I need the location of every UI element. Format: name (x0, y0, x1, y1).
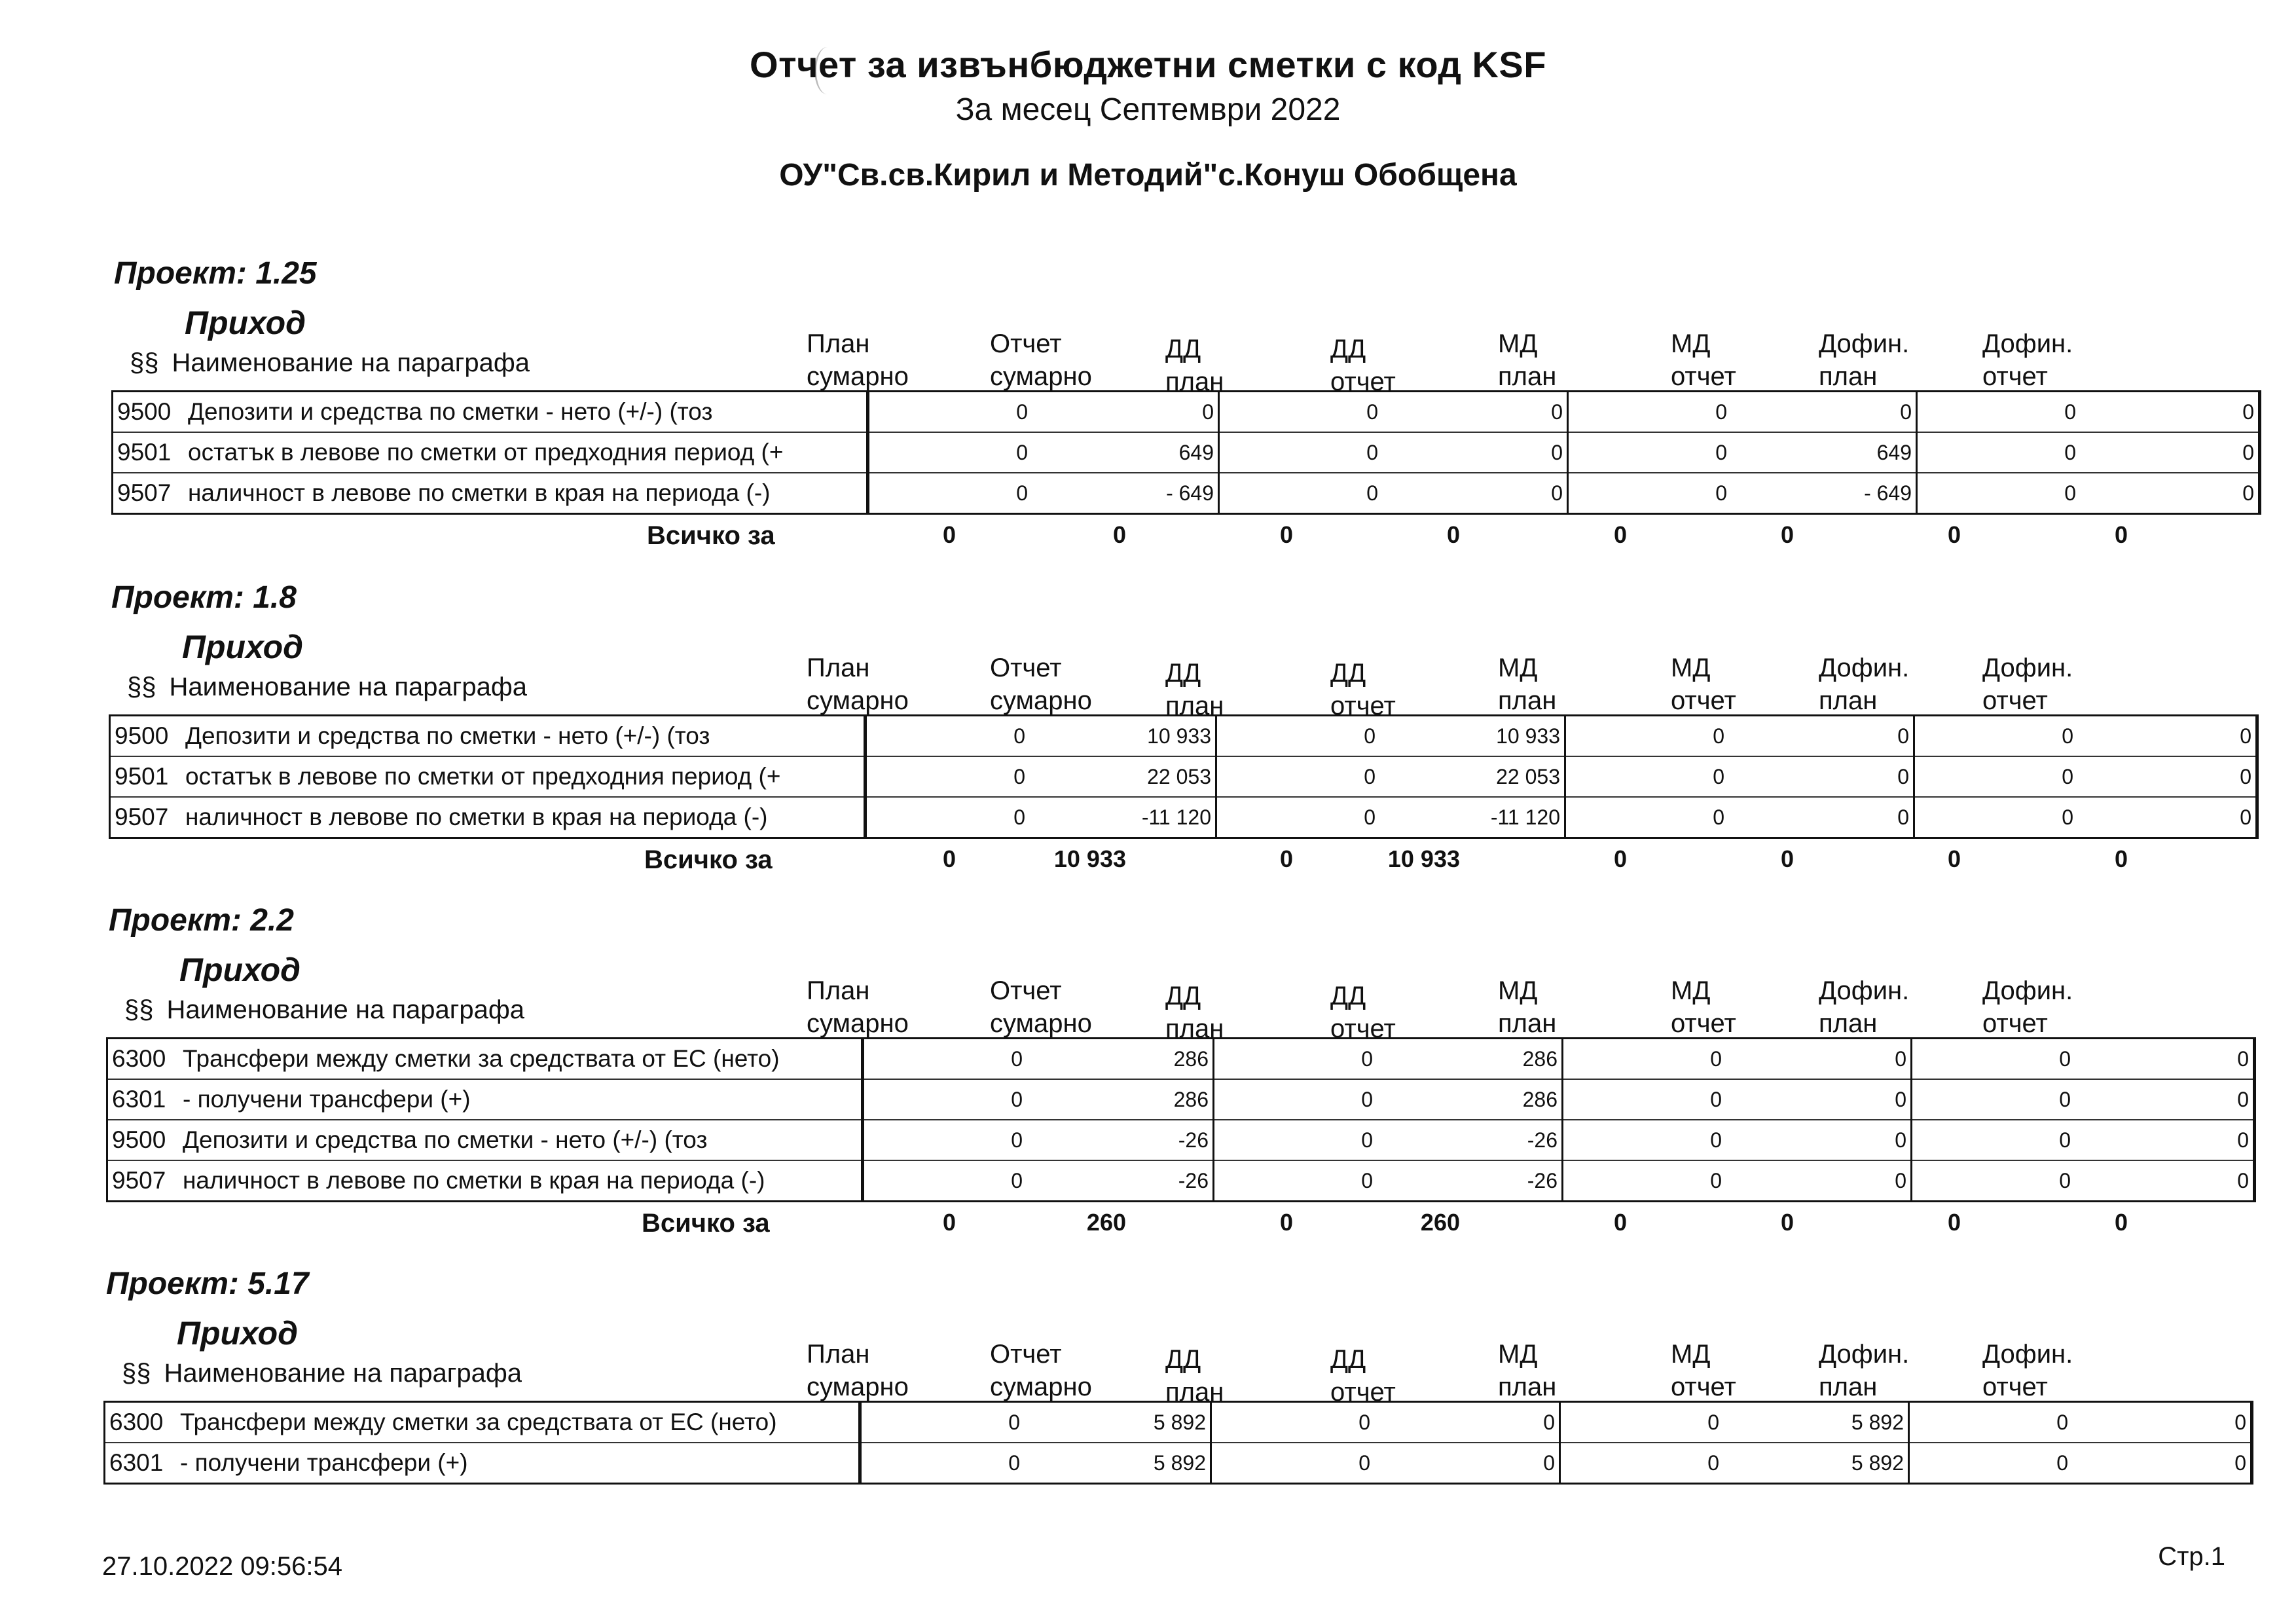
column-header-line2: план (1819, 1373, 1878, 1401)
total-value: 0 (1279, 1209, 1293, 1236)
paragraph-name-label: Наименование на параграфа (172, 348, 530, 377)
paragraph-code: 9500 (113, 392, 185, 433)
paragraph-code: 9500 (107, 1120, 179, 1160)
column-header-line1: Дофин. (1819, 976, 1910, 1005)
total-value: 0 (2114, 1209, 2128, 1236)
value-cell: 22 053 (1029, 756, 1216, 797)
value-cell: 10 933 (1029, 716, 1216, 757)
column-header-line2: сумарно (807, 362, 909, 391)
value-cell: 0 (1568, 432, 1732, 473)
column-header-line1: ДД (1330, 659, 1366, 688)
total-value: 0 (1780, 845, 1794, 872)
income-heading: Приход (182, 629, 304, 665)
table-row (107, 1120, 2255, 1160)
column-header-line2: сумарно (807, 1009, 909, 1038)
column-header-line1: Дофин. (1982, 654, 2073, 682)
total-value: 0 (942, 521, 956, 548)
column-header (1165, 1343, 1224, 1409)
value-cell: 0 (2064, 399, 2076, 424)
total-value: 0 (1279, 521, 1293, 548)
paragraph-code: 9507 (110, 797, 182, 838)
value-cell: 0 (1374, 1402, 1560, 1443)
column-header-line2: отчет (1671, 1009, 1736, 1038)
column-header-line2: план (1165, 1014, 1224, 1043)
value-cell: 0 (1563, 1079, 1726, 1120)
total-label: Всичко за (642, 1209, 770, 1238)
column-header (807, 327, 909, 393)
column-header (807, 974, 909, 1040)
column-header (1671, 1338, 1736, 1403)
paragraph-code: 9500 (110, 716, 182, 757)
column-header (807, 1338, 909, 1403)
value-cell: 0 (2075, 1079, 2255, 1120)
column-header-line1: МД (1498, 976, 1538, 1005)
column-header (990, 327, 1092, 393)
paragraph-name-label: Наименование на параграфа (169, 673, 527, 701)
paragraph-code: 6301 (105, 1443, 177, 1484)
column-header-line1: Дофин. (1819, 1340, 1910, 1369)
value-cell: 0 (1364, 724, 1376, 748)
paragraph-name: наличност в левове по сметки в края на периода (-) (179, 1160, 863, 1202)
report-title: Отчет за извънбюджетни сметки с код KSF (750, 44, 1546, 85)
project-title: Проект: 2.2 (109, 903, 294, 938)
value-cell: -26 (1377, 1120, 1563, 1160)
paragraph-code: 6301 (107, 1079, 179, 1120)
column-header (807, 652, 909, 717)
value-cell: 0 (868, 432, 1032, 473)
value-cell: 0 (1917, 432, 2081, 473)
column-header-line2: план (1498, 686, 1557, 715)
value-cell: 0 (2080, 473, 2260, 514)
value-cell: 0 (2059, 1046, 2071, 1071)
column-header-line1: ДД (1165, 1345, 1201, 1374)
column-header (1982, 652, 2073, 717)
paragraph-name: - получени трансфери (+) (179, 1079, 863, 1120)
column-header-line2: отчет (1330, 692, 1396, 720)
value-cell: 649 (1731, 432, 1917, 473)
value-cell: 286 (1027, 1079, 1214, 1120)
column-header-line1: План (807, 1340, 870, 1369)
column-header-line2: отчет (1330, 1378, 1396, 1407)
report-subtitle: За месец Септември 2022 (955, 92, 1341, 127)
total-value: 0 (942, 1209, 956, 1236)
table-row (107, 1160, 2255, 1202)
column-header-line2: отчет (1330, 1014, 1396, 1043)
value-cell: -26 (1027, 1160, 1214, 1202)
value-cell: 0 (2077, 797, 2257, 838)
project-title: Проект: 5.17 (106, 1266, 309, 1301)
column-header-line1: Отчет (990, 1340, 1062, 1369)
value-cell: 0 (866, 756, 1030, 797)
column-header-line1: Дофин. (1819, 329, 1910, 358)
income-heading: Приход (179, 951, 301, 988)
value-cell: 0 (863, 1160, 1027, 1202)
value-cell: 0 (1565, 756, 1729, 797)
column-header-line2: план (1819, 1009, 1878, 1038)
total-value: 0 (1279, 845, 1293, 872)
table-row (110, 716, 2257, 757)
value-cell: 0 (1726, 1039, 1912, 1080)
section-sign: §§ (127, 673, 156, 701)
value-cell: - 649 (1731, 473, 1917, 514)
column-header-line1: Отчет (990, 329, 1062, 358)
total-value: 0 (1613, 521, 1627, 548)
column-header (1982, 327, 2073, 393)
value-cell: 0 (1214, 1160, 1377, 1202)
value-cell: -11 120 (1029, 797, 1216, 838)
value-cell: 0 (1560, 1443, 1724, 1484)
column-header-line2: сумарно (990, 1009, 1092, 1038)
paragraph-column-header (130, 348, 530, 378)
paragraph-name: Депозити и средства по сметки - нето (+/-) (тоз (184, 392, 868, 433)
total-value: 0 (2114, 521, 2128, 548)
column-header-line2: план (1165, 367, 1224, 396)
paragraph-code: 9501 (113, 432, 185, 473)
paragraph-name: наличност в левове по сметки в края на периода (-) (181, 797, 866, 838)
total-row (98, 1209, 2226, 1242)
value-cell: 0 (1563, 1160, 1726, 1202)
value-cell: 0 (2080, 432, 2260, 473)
table-row (113, 432, 2260, 473)
column-header-line1: ДД (1165, 982, 1201, 1010)
column-header (1819, 974, 1909, 1040)
column-header-line2: отчет (1671, 1373, 1736, 1401)
total-value: 260 (1086, 1209, 1126, 1236)
value-cell: 0 (1713, 724, 1724, 748)
value-cell: 5 892 (1024, 1402, 1211, 1443)
paragraph-name: Трансфери между сметки за средствата от ЕС (нето) (176, 1402, 860, 1443)
value-cell: 0 (1912, 1079, 2075, 1120)
paragraph-column-header (127, 673, 527, 702)
total-value: 0 (1112, 521, 1126, 548)
value-cell: 0 (1710, 1046, 1722, 1071)
table-row (107, 1079, 2255, 1120)
paragraph-name: - получени трансфери (+) (176, 1443, 860, 1484)
column-header-line2: план (1165, 692, 1224, 720)
value-cell: 0 (1914, 797, 2078, 838)
project-title: Проект: 1.25 (114, 256, 317, 291)
total-value: 0 (942, 845, 956, 872)
value-cell: 0 (1382, 473, 1568, 514)
paragraph-table (103, 1401, 2253, 1485)
value-cell: 0 (1219, 473, 1383, 514)
value-cell: 0 (1914, 756, 2078, 797)
value-cell: 0 (1011, 1046, 1023, 1071)
column-header (1330, 333, 1396, 398)
column-header (1165, 333, 1224, 398)
column-header (1671, 652, 1736, 717)
value-cell: 0 (860, 1443, 1025, 1484)
total-value: 0 (2114, 845, 2128, 872)
column-header-line2: отчет (1330, 367, 1396, 396)
column-header (990, 652, 1092, 717)
section-sign: §§ (122, 1359, 151, 1388)
income-heading: Приход (177, 1315, 299, 1352)
value-cell: 0 (1358, 1410, 1370, 1434)
column-header-line1: Дофин. (1982, 976, 2073, 1005)
total-value: 10 933 (1387, 845, 1460, 872)
total-value: 0 (1947, 845, 1961, 872)
column-header-line2: план (1819, 362, 1878, 391)
value-cell: 5 892 (1723, 1402, 1909, 1443)
column-header-line1: Отчет (990, 976, 1062, 1005)
column-header (1498, 974, 1556, 1040)
value-cell: 0 (1726, 1160, 1912, 1202)
value-cell: 0 (1374, 1443, 1560, 1484)
value-cell: 0 (1715, 399, 1727, 424)
value-cell: 0 (1563, 1120, 1726, 1160)
value-cell: 0 (1216, 756, 1380, 797)
paragraph-name: наличност в левове по сметки в края на периода (-) (184, 473, 868, 514)
value-cell: 0 (863, 1079, 1027, 1120)
column-header (1498, 1338, 1556, 1403)
total-label: Всичко за (644, 845, 773, 874)
value-cell: 0 (1912, 1160, 2075, 1202)
column-header-line2: отчет (1982, 686, 2048, 715)
report-organization: ОУ"Св.св.Кирил и Методий"с.Конуш Обобщена (779, 158, 1517, 193)
column-header (990, 1338, 1092, 1403)
column-header-line1: ДД (1330, 982, 1366, 1010)
column-header-line2: план (1165, 1378, 1224, 1407)
page-number: Стр.1 (2158, 1542, 2225, 1571)
value-cell: 0 (1912, 1120, 2075, 1160)
table-row (113, 392, 2260, 433)
value-cell: 0 (1219, 432, 1383, 473)
column-header-line2: план (1498, 1009, 1557, 1038)
print-timestamp: 27.10.2022 09:56:54 (102, 1552, 343, 1581)
column-header-line1: ДД (1330, 1345, 1366, 1374)
value-cell: 0 (1917, 473, 2081, 514)
paragraph-code: 6300 (105, 1402, 177, 1443)
column-header-line2: отчет (1671, 686, 1736, 715)
column-header-line2: отчет (1982, 362, 2048, 391)
value-cell: 5 892 (1024, 1443, 1211, 1484)
value-cell: 22 053 (1379, 756, 1565, 797)
total-value: 0 (1780, 521, 1794, 548)
column-header-line1: Дофин. (1982, 1340, 2073, 1369)
column-header (1330, 980, 1396, 1045)
value-cell: 0 (1728, 797, 1914, 838)
value-cell: 0 (1214, 1079, 1377, 1120)
total-value: 0 (1613, 845, 1627, 872)
section-sign: §§ (124, 995, 154, 1024)
value-cell: 0 (1568, 473, 1732, 514)
value-cell: 286 (1377, 1039, 1563, 1080)
column-header-line1: МД (1671, 329, 1711, 358)
paragraph-name-label: Наименование на параграфа (166, 995, 524, 1024)
column-header (1819, 652, 1909, 717)
value-cell: - 649 (1032, 473, 1219, 514)
value-cell: 0 (1366, 399, 1378, 424)
value-cell: 0 (2072, 1402, 2252, 1443)
value-cell: -26 (1377, 1160, 1563, 1202)
value-cell: 0 (1707, 1410, 1719, 1434)
paragraph-code: 9507 (107, 1160, 179, 1202)
paragraph-name: остатък в левове по сметки от предходния период (+ (181, 756, 866, 797)
value-cell: 0 (1728, 756, 1914, 797)
total-value: 0 (1947, 521, 1961, 548)
total-label: Всичко за (647, 521, 775, 550)
value-cell: 0 (1032, 392, 1219, 433)
value-cell: 0 (1382, 432, 1568, 473)
column-header (1165, 657, 1224, 722)
column-header-line2: план (1498, 1373, 1557, 1401)
column-header-line2: план (1498, 362, 1557, 391)
value-cell: 0 (2075, 1120, 2255, 1160)
column-header (990, 974, 1092, 1040)
column-header-line2: сумарно (807, 686, 909, 715)
column-header (1498, 652, 1556, 717)
paragraph-name: Депозити и средства по сметки - нето (+/-) (тоз (181, 716, 866, 757)
total-value: 10 933 (1053, 845, 1126, 872)
value-cell: 0 (1726, 1079, 1912, 1120)
value-cell: 0 (2077, 756, 2257, 797)
column-header-line1: МД (1498, 329, 1538, 358)
paragraph-code: 9507 (113, 473, 185, 514)
paragraph-name-label: Наименование на параграфа (164, 1359, 522, 1388)
column-header (1819, 327, 1909, 393)
value-cell: 0 (2072, 1443, 2252, 1484)
column-header-line2: план (1819, 686, 1878, 715)
value-cell: 0 (1008, 1410, 1020, 1434)
value-cell: 0 (1211, 1443, 1375, 1484)
total-value: 0 (1613, 1209, 1627, 1236)
column-header (1330, 657, 1396, 722)
table-row (105, 1402, 2252, 1443)
column-header-line1: План (807, 976, 870, 1005)
column-header-line1: Дофин. (1982, 329, 2073, 358)
table-row (113, 473, 2260, 514)
paragraph-code: 9501 (110, 756, 182, 797)
column-header-line2: сумарно (990, 686, 1092, 715)
column-header-line2: сумарно (807, 1373, 909, 1401)
column-header (1671, 974, 1736, 1040)
section-sign: §§ (130, 348, 159, 377)
value-cell: 0 (868, 473, 1032, 514)
table-row (105, 1443, 2252, 1484)
value-cell: 0 (866, 797, 1030, 838)
value-cell: 649 (1032, 432, 1219, 473)
column-header-line2: отчет (1982, 1009, 2048, 1038)
total-row (103, 521, 2231, 554)
value-cell: 0 (1382, 392, 1568, 433)
value-cell: 0 (1016, 399, 1028, 424)
value-cell: 0 (1013, 724, 1025, 748)
value-cell: 10 933 (1379, 716, 1565, 757)
income-heading: Приход (185, 304, 306, 341)
column-header (1819, 1338, 1909, 1403)
paragraph-column-header (124, 995, 524, 1025)
column-header-line2: отчет (1982, 1373, 2048, 1401)
column-header-line1: План (807, 329, 870, 358)
column-header (1982, 974, 2073, 1040)
value-cell: 0 (1214, 1120, 1377, 1160)
value-cell: 0 (1909, 1443, 2073, 1484)
value-cell: 0 (1728, 716, 1914, 757)
paragraph-table (109, 714, 2259, 839)
column-header (1671, 327, 1736, 393)
value-cell: 5 892 (1723, 1443, 1909, 1484)
project-title: Проект: 1.8 (111, 580, 297, 615)
paragraph-table (106, 1037, 2256, 1202)
column-header-line1: План (807, 654, 870, 682)
table-row (110, 797, 2257, 838)
column-header (1330, 1343, 1396, 1409)
column-header-line1: ДД (1165, 335, 1201, 363)
column-header-line2: сумарно (990, 362, 1092, 391)
value-cell: -11 120 (1379, 797, 1565, 838)
paragraph-name: Трансфери между сметки за средствата от ЕС (нето) (179, 1039, 863, 1080)
column-header-line1: МД (1498, 654, 1538, 682)
table-row (107, 1039, 2255, 1080)
column-header (1165, 980, 1224, 1045)
column-header-line1: МД (1671, 654, 1711, 682)
column-header-line2: отчет (1671, 362, 1736, 391)
paragraph-name: Депозити и средства по сметки - нето (+/-) (тоз (179, 1120, 863, 1160)
value-cell: 0 (863, 1120, 1027, 1160)
value-cell: 0 (1726, 1120, 1912, 1160)
paragraph-code: 6300 (107, 1039, 179, 1080)
total-value: 0 (1780, 1209, 1794, 1236)
column-header (1498, 327, 1556, 393)
value-cell: 0 (2075, 1160, 2255, 1202)
value-cell: 0 (2056, 1410, 2068, 1434)
column-header-line1: ДД (1165, 659, 1201, 688)
value-cell: 0 (1361, 1046, 1373, 1071)
value-cell: 0 (1731, 392, 1917, 433)
total-value: 260 (1420, 1209, 1460, 1236)
value-cell: 0 (2075, 1039, 2255, 1080)
paragraph-name: остатък в левове по сметки от предходния период (+ (184, 432, 868, 473)
column-header-line1: МД (1671, 976, 1711, 1005)
value-cell: 0 (2077, 716, 2257, 757)
value-cell: 0 (1565, 797, 1729, 838)
value-cell: 286 (1027, 1039, 1214, 1080)
table-row (110, 756, 2257, 797)
paragraph-column-header (122, 1359, 522, 1388)
column-header-line1: МД (1671, 1340, 1711, 1369)
total-row (101, 845, 2229, 878)
paragraph-table (111, 390, 2261, 515)
column-header-line1: Отчет (990, 654, 1062, 682)
value-cell: 0 (2080, 392, 2260, 433)
value-cell: 286 (1377, 1079, 1563, 1120)
column-header-line1: ДД (1330, 335, 1366, 363)
column-header-line1: МД (1498, 1340, 1538, 1369)
column-header-line2: сумарно (990, 1373, 1092, 1401)
value-cell: -26 (1027, 1120, 1214, 1160)
value-cell: 0 (1216, 797, 1380, 838)
total-value: 0 (1947, 1209, 1961, 1236)
total-value: 0 (1446, 521, 1460, 548)
value-cell: 0 (2062, 724, 2073, 748)
column-header (1982, 1338, 2073, 1403)
column-header-line1: Дофин. (1819, 654, 1910, 682)
